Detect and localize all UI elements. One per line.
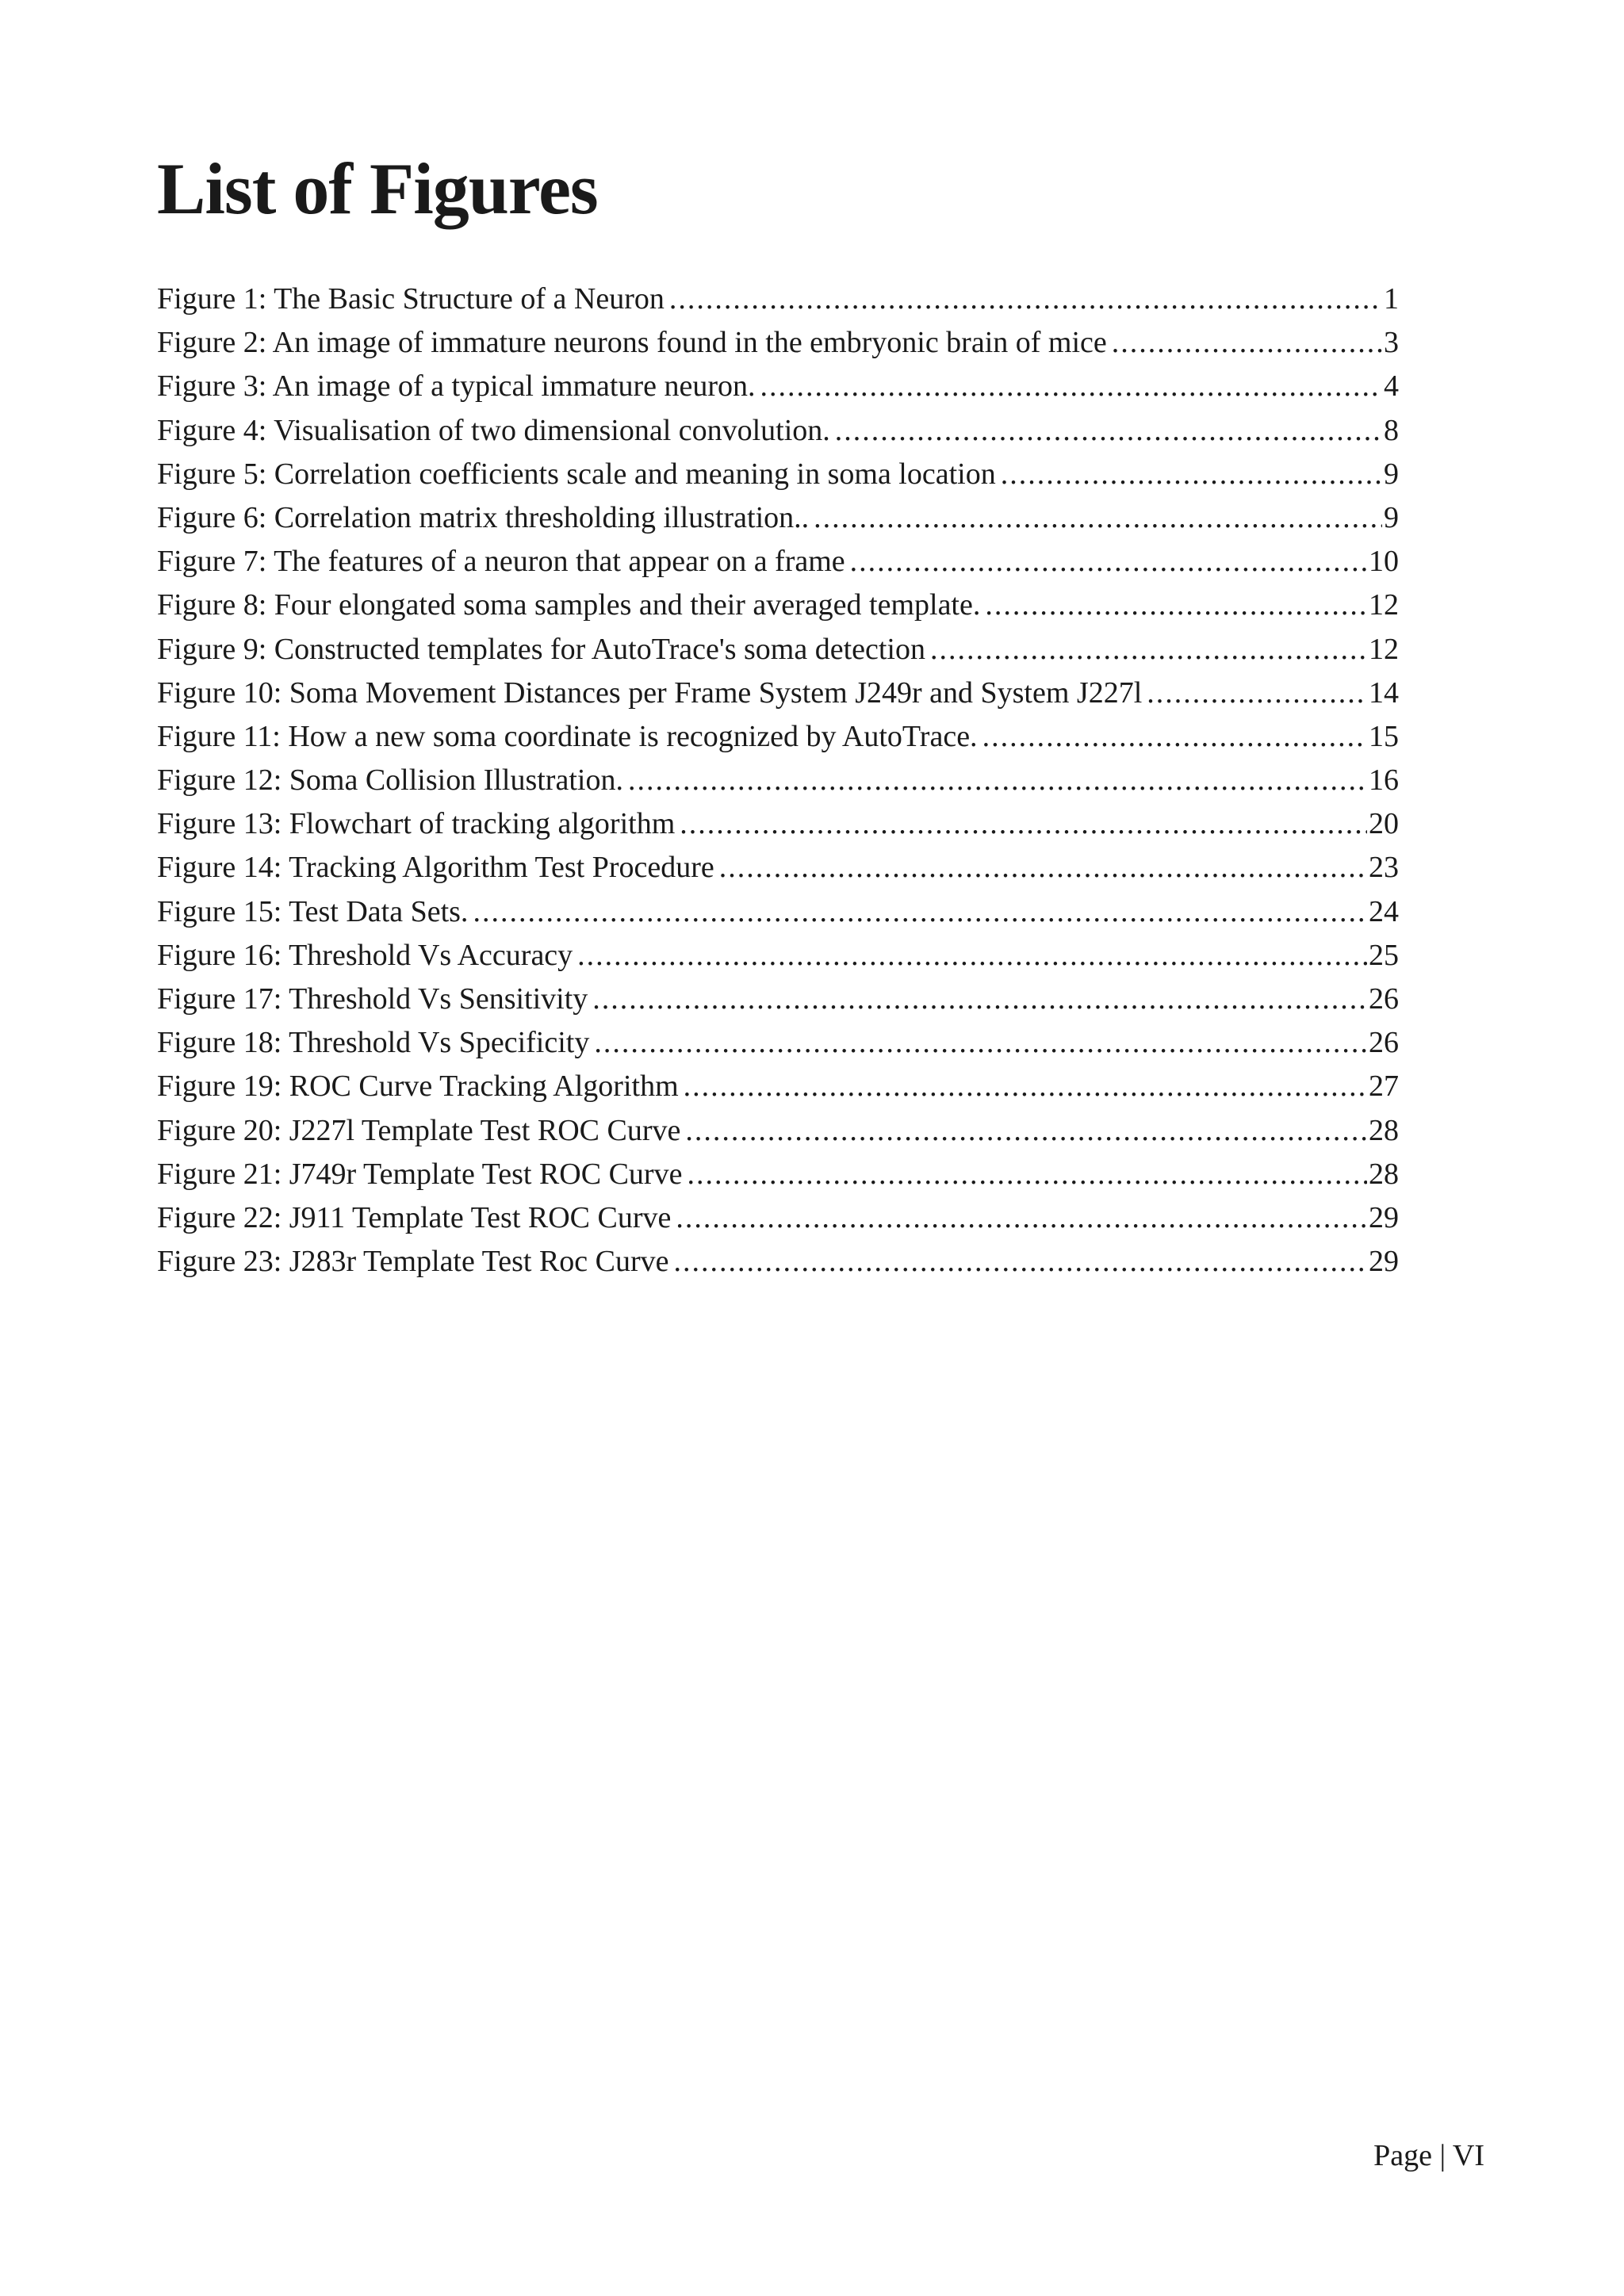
figure-entry-label: Figure 18: Threshold Vs Specificity [157, 1026, 590, 1060]
figure-entry[interactable] [157, 759, 1399, 802]
dot-leader [680, 802, 1367, 846]
figure-entry-page: 26 [1369, 982, 1399, 1016]
dot-leader [592, 978, 1367, 1021]
figure-entry-page: 29 [1369, 1245, 1399, 1279]
figure-entry-page: 28 [1369, 1113, 1399, 1147]
figure-entry-page: 14 [1369, 675, 1399, 710]
figure-entry-page: 12 [1369, 588, 1399, 622]
figure-entry-page: 9 [1384, 457, 1399, 491]
figure-entry-page: 24 [1369, 894, 1399, 928]
figure-entry[interactable] [157, 890, 1399, 934]
dot-leader [594, 1021, 1367, 1065]
figure-entry[interactable] [157, 1153, 1399, 1196]
figure-entry[interactable] [157, 846, 1399, 890]
figure-entry-page: 15 [1369, 719, 1399, 753]
figure-entry-label: Figure 23: J283r Template Test Roc Curve [157, 1245, 669, 1279]
figure-entry[interactable] [157, 496, 1399, 540]
dot-leader [685, 1109, 1367, 1153]
dot-leader [669, 277, 1382, 321]
figure-entry[interactable] [157, 672, 1399, 715]
figure-entry-page: 8 [1384, 413, 1399, 447]
figure-entry-label: Figure 22: J911 Template Test ROC Curve [157, 1200, 672, 1234]
figure-entry-label: Figure 2: An image of immature neurons found in the embryonic brain of mice [157, 326, 1107, 360]
figure-entry-label: Figure 1: The Basic Structure of a Neuron [157, 282, 665, 316]
figure-entry-label: Figure 21: J749r Template Test ROC Curve [157, 1157, 683, 1191]
figure-entry[interactable] [157, 1196, 1399, 1240]
figure-entry-label: Figure 14: Tracking Algorithm Test Procedure [157, 851, 714, 885]
figure-entry-page: 10 [1369, 545, 1399, 579]
dot-leader [1001, 453, 1382, 496]
figure-entry-label: Figure 11: How a new soma coordinate is recognized by AutoTrace. [157, 719, 978, 753]
figure-entry-label: Figure 4: Visualisation of two dimensional convolution. [157, 413, 830, 447]
dot-leader [850, 540, 1367, 584]
figure-entry-page: 28 [1369, 1157, 1399, 1191]
figure-entry[interactable] [157, 277, 1399, 321]
figure-entry[interactable] [157, 628, 1399, 672]
dot-leader [719, 846, 1367, 890]
dot-leader [628, 759, 1367, 802]
figure-entry[interactable] [157, 409, 1399, 453]
figure-entry[interactable] [157, 934, 1399, 978]
figure-entry[interactable] [157, 715, 1399, 759]
dot-leader [982, 715, 1367, 759]
figure-entry-label: Figure 6: Correlation matrix thresholding illustration.. [157, 500, 810, 534]
figure-entry-label: Figure 8: Four elongated soma samples and their averaged template. [157, 588, 981, 622]
figure-entry-label: Figure 15: Test Data Sets. [157, 894, 469, 928]
figure-entry-label: Figure 3: An image of a typical immature neuron. [157, 369, 756, 404]
dot-leader [684, 1065, 1367, 1108]
dot-leader [676, 1196, 1367, 1240]
figure-entry[interactable] [157, 453, 1399, 496]
dot-leader [1147, 672, 1367, 715]
dot-leader [1112, 321, 1382, 365]
dot-leader [760, 365, 1382, 408]
figure-entry-page: 26 [1369, 1026, 1399, 1060]
figure-entry[interactable] [157, 321, 1399, 365]
figure-entry-label: Figure 7: The features of a neuron that appear on a frame [157, 545, 845, 579]
figure-entry[interactable] [157, 1065, 1399, 1108]
figure-entry-page: 29 [1369, 1200, 1399, 1234]
dot-leader [985, 584, 1367, 627]
page-title: List of Figures [157, 148, 598, 229]
figure-entry-page: 12 [1369, 632, 1399, 666]
figure-entry-page: 9 [1384, 500, 1399, 534]
figure-entry-label: Figure 5: Correlation coefficients scale and meaning in soma location [157, 457, 996, 491]
figure-entry-label: Figure 13: Flowchart of tracking algorithm [157, 807, 676, 841]
figure-entry[interactable] [157, 1109, 1399, 1153]
figure-entry-page: 27 [1369, 1070, 1399, 1104]
figure-entry-label: Figure 12: Soma Collision Illustration. [157, 763, 623, 798]
dot-leader [835, 409, 1382, 453]
dot-leader [674, 1240, 1367, 1284]
figure-entry-page: 20 [1369, 807, 1399, 841]
dot-leader [473, 890, 1367, 934]
figure-entry-page: 23 [1369, 851, 1399, 885]
figure-entry-label: Figure 20: J227l Template Test ROC Curve [157, 1113, 681, 1147]
figure-entry[interactable] [157, 365, 1399, 408]
figure-entry-label: Figure 19: ROC Curve Tracking Algorithm [157, 1070, 679, 1104]
figure-entry[interactable] [157, 584, 1399, 627]
figure-entry[interactable] [157, 978, 1399, 1021]
figure-entry-page: 16 [1369, 763, 1399, 798]
dot-leader [930, 628, 1367, 672]
figure-entry-page: 1 [1384, 282, 1399, 316]
figure-entry[interactable] [157, 1240, 1399, 1284]
dot-leader [687, 1153, 1367, 1196]
figure-entry[interactable] [157, 802, 1399, 846]
figure-entry-page: 25 [1369, 938, 1399, 972]
figure-entry-label: Figure 9: Constructed templates for AutoTrace's soma detection [157, 632, 925, 666]
figure-list [157, 277, 1399, 1284]
page-number: Page | VI [1373, 2139, 1484, 2172]
figure-entry-page: 4 [1384, 369, 1399, 404]
dot-leader [814, 496, 1382, 540]
dot-leader [577, 934, 1367, 978]
figure-entry-page: 3 [1384, 326, 1399, 360]
figure-entry-label: Figure 10: Soma Movement Distances per Frame System J249r and System J227l [157, 675, 1143, 710]
figure-entry[interactable] [157, 1021, 1399, 1065]
figure-entry-label: Figure 16: Threshold Vs Accuracy [157, 938, 573, 972]
figure-entry[interactable] [157, 540, 1399, 584]
figure-entry-label: Figure 17: Threshold Vs Sensitivity [157, 982, 588, 1016]
